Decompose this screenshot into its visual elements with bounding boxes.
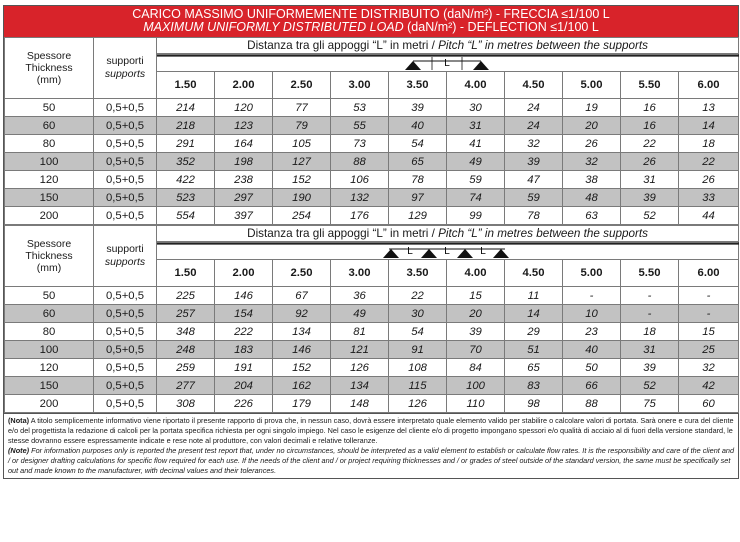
load-value-cell: 32 (505, 135, 563, 153)
load-value-cell: 179 (273, 395, 331, 413)
load-value-cell: 110 (447, 395, 505, 413)
support-triangle-icon (421, 249, 437, 258)
pitch-header-cell: 2.00 (215, 72, 273, 99)
load-value-cell: 59 (447, 171, 505, 189)
table-row (5, 153, 739, 171)
load-value-cell: 63 (563, 207, 621, 225)
pitch-header-cell: 5.00 (563, 260, 621, 287)
load-value-cell: 134 (273, 323, 331, 341)
load-value-cell: 75 (621, 395, 679, 413)
load-value-cell: 19 (563, 99, 621, 117)
span-l-label: L (444, 246, 450, 257)
load-value-cell: 164 (215, 135, 273, 153)
load-value-cell: 42 (679, 377, 739, 395)
load-value-cell: 13 (679, 99, 739, 117)
load-value-cell: 198 (215, 153, 273, 171)
supports-cell: 0,5+0,5 (94, 135, 157, 153)
pitch-header-cell: 5.50 (621, 260, 679, 287)
header-title-it: CARICO MASSIMO UNIFORMEMENTE DISTRIBUITO (daN/m²) - FRECCIA ≤1/100 L (132, 7, 610, 21)
load-value-cell: 50 (563, 359, 621, 377)
table-row (5, 305, 739, 323)
thickness-cell: 120 (5, 359, 94, 377)
supports-cell: 0,5+0,5 (94, 323, 157, 341)
load-value-cell: 14 (505, 305, 563, 323)
multi-span-diagram (157, 242, 739, 260)
thickness-cell: 50 (5, 287, 94, 305)
span-l-label: L (407, 246, 413, 257)
load-value-cell: 190 (273, 189, 331, 207)
load-value-cell: 106 (331, 171, 389, 189)
load-value-cell: 18 (621, 323, 679, 341)
load-value-cell: - (621, 305, 679, 323)
load-value-cell: 92 (273, 305, 331, 323)
pitch-header-cell: 6.00 (679, 72, 739, 99)
load-value-cell: 183 (215, 341, 273, 359)
thickness-cell: 60 (5, 305, 94, 323)
load-value-cell: 31 (621, 341, 679, 359)
load-value-cell: 218 (157, 117, 215, 135)
load-value-cell: 33 (679, 189, 739, 207)
table-row (5, 359, 739, 377)
load-value-cell: 121 (331, 341, 389, 359)
load-value-cell: 105 (273, 135, 331, 153)
load-value-cell: 348 (157, 323, 215, 341)
table-header (4, 6, 738, 37)
supports-cell: 0,5+0,5 (94, 305, 157, 323)
load-value-cell: 38 (563, 171, 621, 189)
load-value-cell: 259 (157, 359, 215, 377)
load-value-cell: 214 (157, 99, 215, 117)
table-row (5, 189, 739, 207)
pitch-header-cell: 2.00 (215, 260, 273, 287)
load-value-cell: 54 (389, 323, 447, 341)
load-value-cell: 31 (447, 117, 505, 135)
load-value-cell: 176 (331, 207, 389, 225)
load-value-cell: 22 (389, 287, 447, 305)
single-span-table (4, 37, 739, 225)
pitch-header-cell: 3.00 (331, 72, 389, 99)
pitch-header-cell: 4.00 (447, 260, 505, 287)
load-value-cell: 26 (679, 171, 739, 189)
load-value-cell: 132 (331, 189, 389, 207)
load-value-cell: - (679, 305, 739, 323)
support-triangle-icon (383, 249, 399, 258)
load-value-cell: 226 (215, 395, 273, 413)
table-row (5, 395, 739, 413)
load-value-cell: 67 (273, 287, 331, 305)
load-value-cell: 32 (679, 359, 739, 377)
pitch-header-cell: 1.50 (157, 72, 215, 99)
load-value-cell: 30 (389, 305, 447, 323)
load-value-cell: - (679, 287, 739, 305)
load-value-cell: 44 (679, 207, 739, 225)
load-value-cell: 422 (157, 171, 215, 189)
load-value-cell: 397 (215, 207, 273, 225)
table-row (5, 171, 739, 189)
load-value-cell: 254 (273, 207, 331, 225)
supports-cell: 0,5+0,5 (94, 377, 157, 395)
pitch-header-cell: 5.50 (621, 72, 679, 99)
notes-block (4, 413, 738, 478)
load-value-cell: 97 (389, 189, 447, 207)
thickness-cell: 60 (5, 117, 94, 135)
support-triangle-icon (493, 249, 509, 258)
load-value-cell: 49 (447, 153, 505, 171)
pitch-header-cell: 2.50 (273, 72, 331, 99)
single-span-diagram (157, 54, 739, 72)
thickness-cell: 200 (5, 207, 94, 225)
pitch-header-cell: 4.50 (505, 72, 563, 99)
span-l-label: L (480, 246, 486, 257)
load-value-cell: 22 (679, 153, 739, 171)
load-value-cell: 40 (563, 341, 621, 359)
load-value-cell: 100 (447, 377, 505, 395)
supports-cell: 0,5+0,5 (94, 287, 157, 305)
load-value-cell: 60 (679, 395, 739, 413)
load-value-cell: 54 (389, 135, 447, 153)
load-value-cell: 146 (273, 341, 331, 359)
load-value-cell: 79 (273, 117, 331, 135)
load-value-cell: 257 (157, 305, 215, 323)
table-row (5, 135, 739, 153)
load-value-cell: 297 (215, 189, 273, 207)
load-value-cell: 10 (563, 305, 621, 323)
load-value-cell: 39 (621, 359, 679, 377)
note-italian: (Nota) A titolo semplicemente informativo viene riportato il presente rapporto di prova che, in nessun caso, dovrà essere interpretato quale elemento valido per stabilire o calcolare valori di portata. Sarà onere e cura del cliente e/o del progettista la redazione di calcoli per la portata specifica richiesta per ogni singolo impiego. Nel caso le esigenze del cliente e/o di progetto impongano spessori e/o qualità di acciaio al di fuori della versione standard, le stesse dovranno essere espressamente indicate e rese note al produttore, con valori decimali e relative tolleranze. (8, 416, 734, 445)
pitch-header-cell: 4.50 (505, 260, 563, 287)
load-value-cell: 73 (331, 135, 389, 153)
load-value-cell: 59 (505, 189, 563, 207)
distance-title: Distanza tra gli appoggi “L” in metri / Pitch “L” in metres between the supports (157, 38, 739, 54)
load-value-cell: 225 (157, 287, 215, 305)
load-value-cell: 291 (157, 135, 215, 153)
supports-cell: 0,5+0,5 (94, 189, 157, 207)
load-value-cell: 40 (389, 117, 447, 135)
pitch-header-cell: 3.50 (389, 72, 447, 99)
load-value-cell: 126 (331, 359, 389, 377)
load-value-cell: 16 (621, 99, 679, 117)
load-value-cell: 15 (679, 323, 739, 341)
note-english: (Note) For information purposes only is reported the present test report that, under no circumstances, should be interpreted as a valid element to establish or calculate flow rates. It is the responsibility and care of the client and / or designer drafting calculations for specific flow required for each use. If the needs of the client and / or project requiring thicknesses and / or grades of steel outside of the standard version, the same must be specifically set out and made known to the manufacturer, with decimal values and their tolerances. (8, 446, 735, 475)
span-l-label: L (444, 58, 450, 69)
load-value-cell: 18 (679, 135, 739, 153)
thickness-cell: 100 (5, 153, 94, 171)
load-value-cell: 120 (215, 99, 273, 117)
load-value-cell: 70 (447, 341, 505, 359)
supports-cell: 0,5+0,5 (94, 395, 157, 413)
thickness-cell: 150 (5, 189, 94, 207)
load-value-cell: 98 (505, 395, 563, 413)
load-value-cell: 30 (447, 99, 505, 117)
load-value-cell: - (621, 287, 679, 305)
thickness-cell: 100 (5, 341, 94, 359)
support-triangle-icon (457, 249, 473, 258)
load-value-cell: 352 (157, 153, 215, 171)
table-row (5, 377, 739, 395)
load-value-cell: 146 (215, 287, 273, 305)
load-value-cell: 39 (621, 189, 679, 207)
load-value-cell: 41 (447, 135, 505, 153)
continuous-span-table (4, 225, 739, 413)
load-value-cell: 20 (447, 305, 505, 323)
load-value-cell: 51 (505, 341, 563, 359)
load-value-cell: 154 (215, 305, 273, 323)
pitch-header-cell: 5.00 (563, 72, 621, 99)
load-value-cell: 84 (447, 359, 505, 377)
supports-cell: 0,5+0,5 (94, 171, 157, 189)
load-value-cell: 88 (563, 395, 621, 413)
load-value-cell: 47 (505, 171, 563, 189)
load-value-cell: 26 (563, 135, 621, 153)
thickness-cell: 80 (5, 135, 94, 153)
supports-cell: 0,5+0,5 (94, 117, 157, 135)
load-value-cell: 308 (157, 395, 215, 413)
header-title-en: MAXIMUM UNIFORMLY DISTRIBUTED LOAD (daN/m²) - DEFLECTION ≤1/100 L (143, 20, 599, 34)
load-value-cell: 29 (505, 323, 563, 341)
load-value-cell: 39 (447, 323, 505, 341)
load-value-cell: 23 (563, 323, 621, 341)
load-table-sheet (3, 5, 739, 479)
load-value-cell: 16 (621, 117, 679, 135)
distance-title: Distanza tra gli appoggi “L” in metri / Pitch “L” in metres between the supports (157, 226, 739, 242)
load-value-cell: 24 (505, 99, 563, 117)
support-triangle-icon (473, 61, 489, 70)
thickness-cell: 150 (5, 377, 94, 395)
pitch-header-cell: 3.00 (331, 260, 389, 287)
load-value-cell: 31 (621, 171, 679, 189)
load-value-cell: 248 (157, 341, 215, 359)
supports-cell: 0,5+0,5 (94, 99, 157, 117)
pitch-header-cell: 3.50 (389, 260, 447, 287)
pitch-header-cell: 6.00 (679, 260, 739, 287)
table-row (5, 117, 739, 135)
load-value-cell: 48 (563, 189, 621, 207)
load-value-cell: 152 (273, 359, 331, 377)
table-row (5, 207, 739, 225)
load-value-cell: 53 (331, 99, 389, 117)
load-value-cell: 277 (157, 377, 215, 395)
load-value-cell: 148 (331, 395, 389, 413)
supports-cell: 0,5+0,5 (94, 359, 157, 377)
load-value-cell: 49 (331, 305, 389, 323)
load-value-cell: 36 (331, 287, 389, 305)
load-value-cell: 554 (157, 207, 215, 225)
supports-cell: 0,5+0,5 (94, 207, 157, 225)
load-value-cell: 65 (389, 153, 447, 171)
load-value-cell: 15 (447, 287, 505, 305)
load-value-cell: 74 (447, 189, 505, 207)
supports-header: supporti supports (94, 226, 157, 287)
load-value-cell: 32 (563, 153, 621, 171)
load-value-cell: 39 (505, 153, 563, 171)
thickness-cell: 50 (5, 99, 94, 117)
thickness-cell: 200 (5, 395, 94, 413)
load-value-cell: 162 (273, 377, 331, 395)
load-value-cell: 83 (505, 377, 563, 395)
load-value-cell: 14 (679, 117, 739, 135)
pitch-header-cell: 2.50 (273, 260, 331, 287)
load-value-cell: 88 (331, 153, 389, 171)
load-value-cell: 191 (215, 359, 273, 377)
load-value-cell: 55 (331, 117, 389, 135)
load-value-cell: 123 (215, 117, 273, 135)
load-value-cell: 24 (505, 117, 563, 135)
pitch-header-cell: 1.50 (157, 260, 215, 287)
load-value-cell: 126 (389, 395, 447, 413)
load-value-cell: 523 (157, 189, 215, 207)
load-value-cell: 65 (505, 359, 563, 377)
load-value-cell: 81 (331, 323, 389, 341)
load-value-cell: 20 (563, 117, 621, 135)
pitch-header-cell: 4.00 (447, 72, 505, 99)
load-value-cell: 25 (679, 341, 739, 359)
load-value-cell: 115 (389, 377, 447, 395)
load-value-cell: 127 (273, 153, 331, 171)
load-value-cell: 22 (621, 135, 679, 153)
load-value-cell: 39 (389, 99, 447, 117)
load-value-cell: 129 (389, 207, 447, 225)
table-row (5, 323, 739, 341)
table-row (5, 99, 739, 117)
thickness-header: Spessore Thickness (mm) (5, 226, 94, 287)
table-row (5, 287, 739, 305)
load-value-cell: 152 (273, 171, 331, 189)
thickness-header: Spessore Thickness (mm) (5, 38, 94, 99)
load-value-cell: 77 (273, 99, 331, 117)
load-value-cell: - (563, 287, 621, 305)
support-triangle-icon (405, 61, 421, 70)
supports-cell: 0,5+0,5 (94, 341, 157, 359)
thickness-cell: 80 (5, 323, 94, 341)
load-value-cell: 66 (563, 377, 621, 395)
load-value-cell: 238 (215, 171, 273, 189)
load-value-cell: 204 (215, 377, 273, 395)
load-value-cell: 52 (621, 207, 679, 225)
load-value-cell: 91 (389, 341, 447, 359)
load-value-cell: 78 (389, 171, 447, 189)
load-value-cell: 108 (389, 359, 447, 377)
load-value-cell: 99 (447, 207, 505, 225)
load-value-cell: 134 (331, 377, 389, 395)
load-value-cell: 222 (215, 323, 273, 341)
supports-cell: 0,5+0,5 (94, 153, 157, 171)
load-value-cell: 11 (505, 287, 563, 305)
load-value-cell: 26 (621, 153, 679, 171)
load-value-cell: 52 (621, 377, 679, 395)
table-row (5, 341, 739, 359)
supports-header: supporti supports (94, 38, 157, 99)
load-value-cell: 78 (505, 207, 563, 225)
thickness-cell: 120 (5, 171, 94, 189)
